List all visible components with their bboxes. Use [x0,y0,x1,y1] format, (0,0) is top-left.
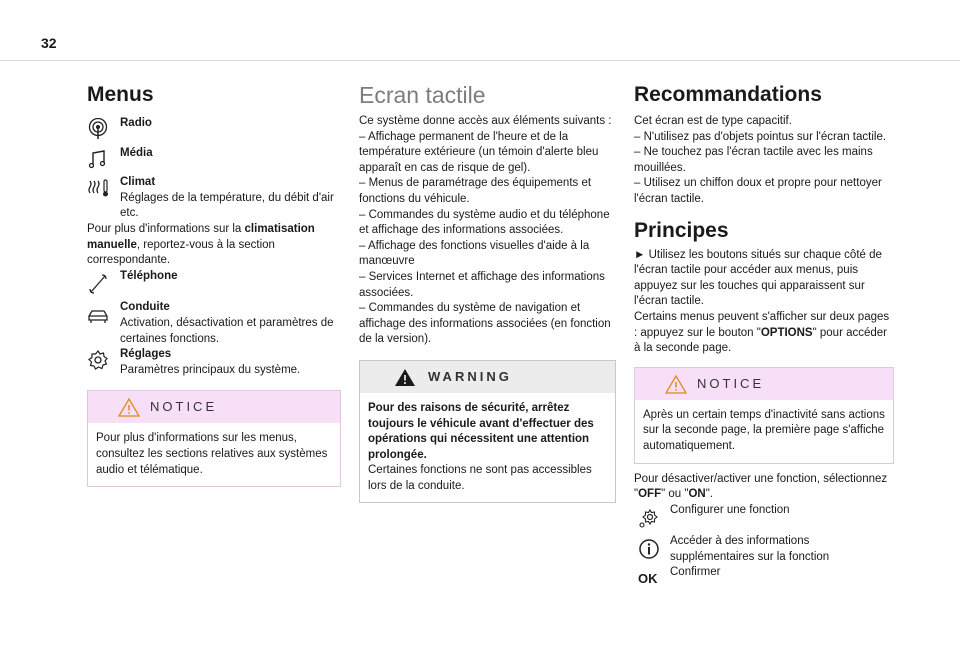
menu-media-title: Média [120,146,153,159]
off-label: OFF [638,488,662,501]
toggle-pre: Pour désactiver/activer une fonction, sélectionnez " [634,472,888,501]
configure-gear-icon [638,507,660,529]
menu-settings [87,347,341,378]
info-label: Accéder à des informations supplémentaires sur la fonction [670,535,830,563]
gear-icon [87,349,109,371]
warning-title: WARNING [428,368,512,384]
climate-icon [87,177,109,199]
menu-phone-title: Téléphone [120,269,178,282]
warning-box [359,360,616,504]
principles-text: ► Utilisez les boutons situés sur chaque côté de l'écran tactile pour accéder aux menus, puis appuyez sur les touches qui apparaissent sur l'écran tactile. [634,248,882,308]
climate-more-pre: Pour plus d'informations sur la [87,222,245,235]
warning-bold-text: Pour des raisons de sécurité, arrêtez toujours le véhicule avant d'effectuer des opérations qui nécessitent une attention prolongée. [368,401,594,461]
confirm-label: Confirmer [670,566,721,579]
menu-climate [87,175,341,222]
warning-filled-icon [394,368,416,387]
info-icon [638,538,660,560]
menu-driving-desc: Activation, désactivation et paramètres de certaines fonctions. [120,316,334,345]
notice-body-2: Après un certain temps d'inactivité sans actions sur la seconde page, la première page s'affiche automatiquement. [643,408,885,452]
ok-icon: OK [638,571,658,587]
notice-title-2: NOTICE [697,375,765,391]
warning-body [360,393,615,503]
configure-label: Configurer une fonction [670,503,790,516]
menu-driving [87,300,341,347]
warning-triangle-icon [665,375,687,394]
menu-climate-desc: Réglages de la température, du débit d'air etc. [120,191,334,220]
warning-triangle-icon [118,398,140,417]
page-number: 32 [41,35,57,51]
principles-heading: Principes [634,218,729,242]
menu-settings-title: Réglages [120,348,172,361]
touchscreen-text: Ce système donne accès aux éléments suivants : – Affichage permanent de l'heure et de la température extérieure (un témoin d'alerte bleu apparaît en cas de risque de gel). – Menus de paramétrage des équipements et fonctions du véhicule. – Commandes du système audio et du téléphone et affichage des informations associées. – Affichage des fonctions visuelles d'aide à la manœuvre – Services Internet et affichage des informations associées. – Commandes du système de navigation et affichage des informations associées (en fonction de la version). [359,115,612,346]
principles-options [634,310,894,357]
notice-body: Pour plus d'informations sur les menus, consultez les sections relatives aux systèmes audio et télématique. [96,432,328,476]
confirm-row [634,565,894,587]
column-recommendations [634,82,894,587]
climate-more-post: , reportez-vous à la section correspondante. [87,238,275,267]
on-label: ON [688,488,706,501]
column-touchscreen [359,82,616,503]
notice-box-principles [634,367,894,464]
menu-radio [87,116,341,132]
menu-media [87,146,341,162]
notice-title: NOTICE [150,399,218,415]
toggle-mid: " ou " [661,488,689,501]
options-label: OPTIONS [760,326,813,339]
menu-driving-title: Conduite [120,301,170,314]
music-note-icon [87,148,109,170]
header-divider [0,60,960,61]
notice-box-menus [87,390,341,487]
climate-link-text: climatisation manuelle [87,222,315,251]
menu-settings-desc: Paramètres principaux du système. [120,363,301,376]
recommendations-text: Cet écran est de type capacitif. – N'utilisez pas d'objets pointus sur l'écran tactile. – Ne touchez pas l'écran tactile avec les mains mouillées. – Utilisez un chiffon doux et propre pour nettoyer l'écran tactile. [634,115,887,205]
menus-heading: Menus [87,83,154,106]
radio-icon [87,118,109,140]
menu-phone [87,269,341,285]
info-row [634,534,894,565]
warning-text: Certaines fonctions ne sont pas accessibles lors de la conduite. [368,464,592,492]
menu-climate-title: Climat [120,176,156,189]
toggle-post: ". [705,488,713,501]
menu-radio-title: Radio [120,117,152,129]
principles-options-post: " pour accéder à la seconde page. [634,326,888,355]
notice-header-2 [635,368,893,400]
notice-header [88,391,340,423]
touchscreen-heading: Ecran tactile [359,82,486,108]
phone-icon [87,273,109,295]
car-icon [87,306,109,328]
climate-more-info [87,222,341,269]
column-menus [87,82,341,487]
warning-header [360,361,615,393]
principles-options-pre: Certains menus peuvent s'afficher sur deux pages : appuyez sur le bouton " [634,310,890,339]
configure-row [634,503,894,519]
toggle-text [634,472,894,503]
recommendations-heading: Recommandations [634,83,822,106]
